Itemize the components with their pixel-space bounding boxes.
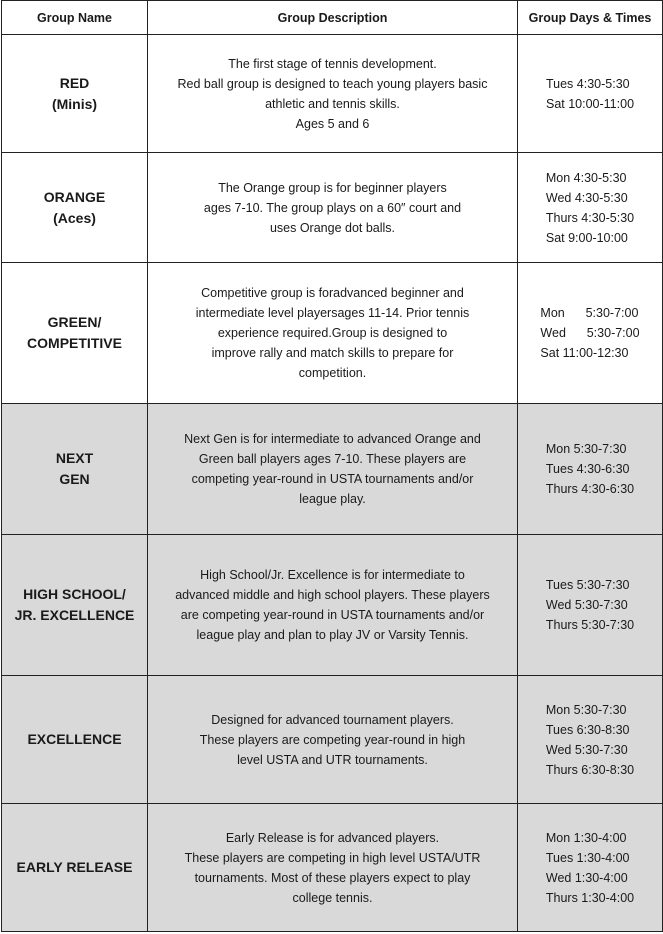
table-row (2, 153, 663, 263)
times-list (546, 700, 634, 780)
description-line: High School/Jr. Excellence is for intermediate to (200, 568, 465, 582)
tennis-groups-table (1, 0, 663, 932)
group-name-line: JR. EXCELLENCE (14, 607, 135, 623)
description-line: are competing year-round in USTA tournaments and/or (180, 608, 485, 622)
description-line: These players are competing year-round in high (199, 732, 466, 747)
description-line: Red ball group is designed to teach young players basic (177, 76, 488, 91)
time-line: Wed 5:30-7:00 (540, 326, 640, 340)
group-name-cell (2, 804, 148, 932)
group-times-cell (518, 804, 663, 932)
description-line: The first stage of tennis development. (228, 56, 437, 71)
description-line: league play and plan to play JV or Varsity Tennis. (196, 628, 469, 642)
times-list (546, 168, 634, 248)
header-group-times: Group Days & Times (518, 1, 663, 35)
description-line: level USTA and UTR tournaments. (237, 752, 428, 767)
group-description-cell (148, 153, 518, 263)
description-line: league play. (299, 492, 366, 506)
description-line: advanced middle and high school players. These players (175, 588, 490, 602)
header-group-description: Group Description (148, 1, 518, 35)
group-name-line: GREEN/ (47, 314, 102, 330)
description-line: improve rally and match skills to prepare for (211, 346, 454, 360)
description-line: Next Gen is for intermediate to advanced Orange and (184, 432, 481, 446)
table-row (2, 804, 663, 932)
times-list (546, 74, 634, 114)
group-name-cell (2, 676, 148, 804)
header-group-name: Group Name (2, 1, 148, 35)
time-line: Mon 5:30-7:30 (545, 702, 627, 717)
group-times-cell (518, 153, 663, 263)
group-description-cell (148, 535, 518, 676)
header-row (2, 1, 663, 35)
time-line: Mon 5:30-7:00 (540, 306, 639, 320)
group-name-line: HIGH SCHOOL/ (23, 586, 126, 602)
times-list (546, 439, 634, 499)
group-name-cell (2, 535, 148, 676)
group-name-line: NEXT (55, 450, 94, 466)
group-name-line: COMPETITIVE (27, 335, 122, 351)
description-line: uses Orange dot balls. (269, 220, 396, 235)
time-line: Wed 5:30-7:30 (545, 742, 628, 757)
description-line: Ages 5 and 6 (295, 116, 370, 131)
table-row (2, 263, 663, 404)
time-line: Tues 1:30-4:00 (545, 850, 630, 865)
time-line: Mon 1:30-4:00 (545, 830, 627, 845)
table-row (2, 535, 663, 676)
group-name-line: ORANGE (43, 188, 106, 205)
description-line: experience required.Group is designed to (217, 326, 448, 340)
group-description-cell (148, 35, 518, 153)
description-line: ages 7-10. The group plays on a 60″ court and (203, 200, 462, 215)
group-name-line: (Minis) (51, 95, 98, 112)
group-name-line: (Aces) (53, 209, 96, 226)
group-name-cell (2, 404, 148, 535)
group-name-line: EXCELLENCE (27, 731, 122, 747)
time-line: Wed 1:30-4:00 (545, 870, 628, 885)
time-line: Tues 4:30-6:30 (545, 462, 630, 476)
group-name-cell (2, 153, 148, 263)
description-line: tournaments. Most of these players expect to play (194, 870, 471, 885)
time-line: Wed 5:30-7:30 (545, 598, 628, 612)
time-line: Thurs 4:30-5:30 (545, 210, 635, 225)
group-description-cell (148, 804, 518, 932)
times-list (540, 303, 639, 363)
time-line: Thurs 6:30-8:30 (545, 762, 635, 777)
group-name-line: RED (59, 74, 90, 91)
group-name-line: EARLY RELEASE (16, 859, 133, 875)
time-line: Sat 9:00-10:00 (545, 230, 628, 245)
group-times-cell (518, 676, 663, 804)
time-line: Mon 5:30-7:30 (545, 442, 627, 456)
time-line: Thurs 5:30-7:30 (545, 618, 635, 632)
description-line: competition. (298, 366, 367, 380)
group-description-cell (148, 263, 518, 404)
description-line: athletic and tennis skills. (265, 96, 400, 111)
group-name-line: GEN (59, 471, 90, 487)
description-line: Competitive group is foradvanced beginner and (201, 286, 464, 300)
time-line: Tues 5:30-7:30 (545, 578, 630, 592)
group-times-cell (518, 535, 663, 676)
description-line: Early Release is for advanced players. (225, 830, 440, 845)
group-times-cell (518, 404, 663, 535)
group-description-cell (148, 404, 518, 535)
table-row (2, 404, 663, 535)
time-line: Thurs 4:30-6:30 (545, 482, 635, 496)
description-line: These players are competing in high level USTA/UTR (184, 850, 481, 865)
description-line: competing year-round in USTA tournaments and/or (191, 472, 474, 486)
time-line: Wed 4:30-5:30 (545, 190, 628, 205)
description-line: intermediate level playersages 11-14. Prior tennis (195, 306, 470, 320)
description-line: college tennis. (292, 890, 373, 905)
time-line: Mon 4:30-5:30 (545, 170, 627, 185)
time-line: Tues 4:30-5:30 (545, 76, 630, 91)
description-line: The Orange group is for beginner players (218, 180, 447, 195)
group-description-cell (148, 676, 518, 804)
time-line: Thurs 1:30-4:00 (545, 890, 635, 905)
times-list (546, 575, 634, 635)
table-row (2, 35, 663, 153)
group-times-cell (518, 35, 663, 153)
group-name-cell (2, 35, 148, 153)
description-line: Green ball players ages 7-10. These players are (198, 452, 467, 466)
time-line: Tues 6:30-8:30 (545, 722, 630, 737)
table-row (2, 676, 663, 804)
time-line: Sat 10:00-11:00 (545, 96, 635, 111)
time-line: Sat 11:00-12:30 (540, 346, 629, 360)
times-list (546, 828, 634, 908)
description-line: Designed for advanced tournament players. (211, 712, 454, 727)
group-times-cell (518, 263, 663, 404)
group-name-cell (2, 263, 148, 404)
